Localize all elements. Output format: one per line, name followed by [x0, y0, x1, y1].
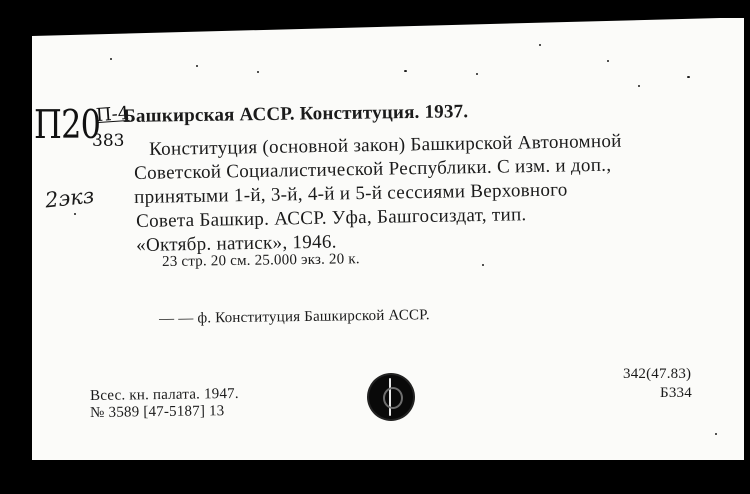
print-speck	[196, 65, 198, 67]
card-heading: Башкирская АССР. Конституция. 1937.	[123, 101, 469, 127]
print-speck	[404, 70, 407, 72]
subject-tracing: — — ф. Конституция Башкирской АССР.	[159, 307, 430, 327]
classification-bottom: Б334	[660, 385, 692, 401]
classification-top: 342(47.83)	[623, 366, 692, 382]
shelf-mark-bottom: 383	[92, 131, 125, 151]
body-line: Советской Социалистической Республики. С изм. и доп.,	[134, 154, 612, 184]
shelf-mark-top: П-4	[95, 102, 130, 127]
print-speck	[687, 76, 690, 78]
body-line: Совета Башкир. АССР. Уфа, Башгосиздат, тип.	[136, 204, 527, 232]
print-speck	[715, 433, 717, 435]
registry-line-2: № 3589 [47-5187] 13	[90, 403, 225, 421]
print-speck	[74, 213, 76, 215]
shelf-mark-main: П20	[34, 103, 101, 148]
punched-hole	[369, 375, 413, 419]
body-line: Конституция (основной закон) Башкирской Автономной	[149, 130, 622, 160]
print-speck	[476, 73, 478, 75]
print-speck	[257, 71, 259, 73]
print-speck	[539, 44, 541, 46]
body-line: принятыми 1-й, 3-й, 4-й и 5-й сессиями Верховного	[134, 179, 568, 208]
print-speck	[110, 58, 112, 60]
registry-line-1: Всес. кн. палата. 1947.	[90, 385, 239, 404]
print-speck	[482, 264, 484, 266]
handwritten-note: 2экз	[43, 183, 96, 213]
body-line: «Октябр. натиск», 1946.	[136, 231, 337, 256]
physical-description: 23 стр. 20 см. 25.000 экз. 20 к.	[162, 251, 360, 270]
print-speck	[638, 85, 640, 87]
print-speck	[607, 60, 609, 62]
